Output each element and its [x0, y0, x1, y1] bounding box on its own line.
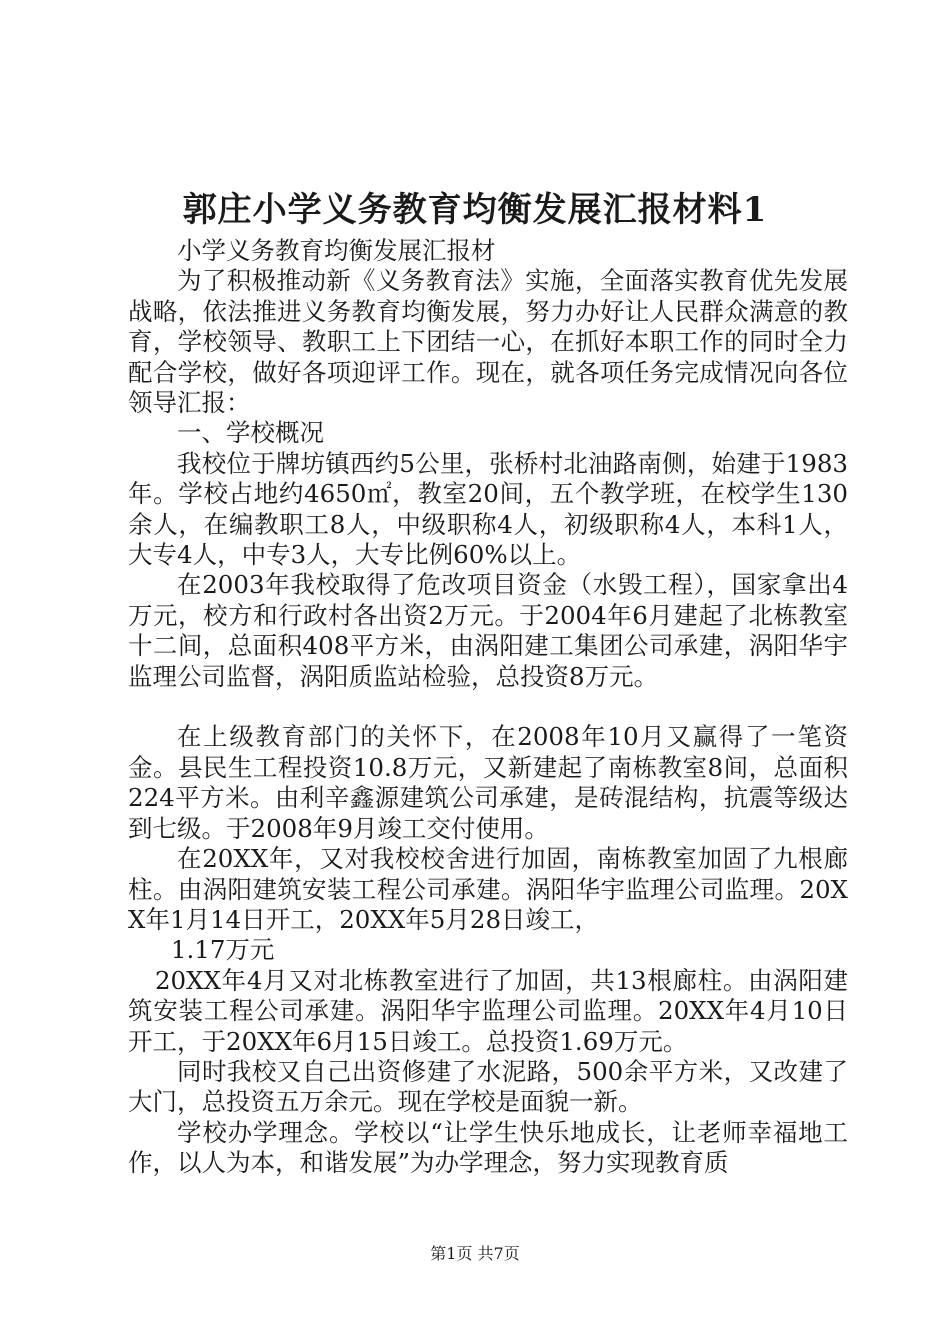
- paragraph-2008-funding: 在上级教育部门的关怀下，在2008年10月又赢得了一笔资金。县民生工程投资10.8万元，又新建起了南栋教室8间，总面积224平方米。由利辛鑫源建筑公司承建，是砖混结构，抗震等级达到七级。于2008年9月竣工交付使用。: [128, 722, 848, 843]
- paragraph-intro: 为了积极推动新《义务教育法》实施，全面落实教育优先发展战略，依法推进义务教育均衡发展，努力办好让人民群众满意的教育，学校领导、教职工上下团结一心，在抓好本职工作的同时全力配合学校，做好各项迎评工作。现在，就各项任务完成情况向各位领导汇报：: [128, 266, 848, 418]
- paragraph-road-and-gate: 同时我校又自己出资修建了水泥路，500余平方米，又改建了大门，总投资五万余元。现在学校是面貌一新。: [128, 1056, 848, 1117]
- section-heading-school-overview: 一、学校概况: [177, 418, 324, 448]
- document-subtitle: 小学义务教育均衡发展汇报材: [177, 236, 496, 265]
- document-body: [128, 236, 848, 1179]
- paragraph-school-philosophy: 学校办学理念。学校以“让学生快乐地成长，让老师幸福地工作，以人为本，和谐发展”为办学理念，努力实现教育质: [128, 1117, 848, 1178]
- paragraph-cost-fragment: 1.17万元: [170, 935, 275, 965]
- paragraph-south-building-reinforcement: 在20XX年，又对我校校舍进行加固，南栋教室加固了九根廊柱。由涡阳建筑安装工程公司承建。涡阳华宇监理公司监理。20XX年1月14日开工，20XX年5月28日竣工，: [128, 844, 848, 934]
- document-title: 郭庄小学义务教育均衡发展汇报材料1: [182, 190, 768, 230]
- paragraph-school-location: 我校位于牌坊镇西约5公里，张桥村北油路南侧，始建于1983年。学校占地约4650㎡，教室20间，五个教学班，在校学生130余人，在编教职工8人，中级职称4人，初级职称4人，本科1人，大专4人，中专3人，大专比例60%以上。: [128, 448, 848, 570]
- page-footer: 第1页 共7页: [430, 1244, 520, 1263]
- paragraph-north-building-reinforcement: 20XX年4月又对北栋教室进行了加固，共13根廊柱。由涡阳建筑安装工程公司承建。涡阳华宇监理公司监理。20XX年4月10日开工，于20XX年6月15日竣工。总投资1.69万元。: [128, 965, 848, 1056]
- paragraph-2003-funding: 在2003年我校取得了危改项目资金（水毁工程），国家拿出4万元，校方和行政村各出资2万元。于2004年6月建起了北栋教室十二间，总面积408平方米，由涡阳建工集团公司承建，涡阳华宇监理公司监督，涡阳质监站检验，总投资8万元。: [128, 570, 848, 691]
